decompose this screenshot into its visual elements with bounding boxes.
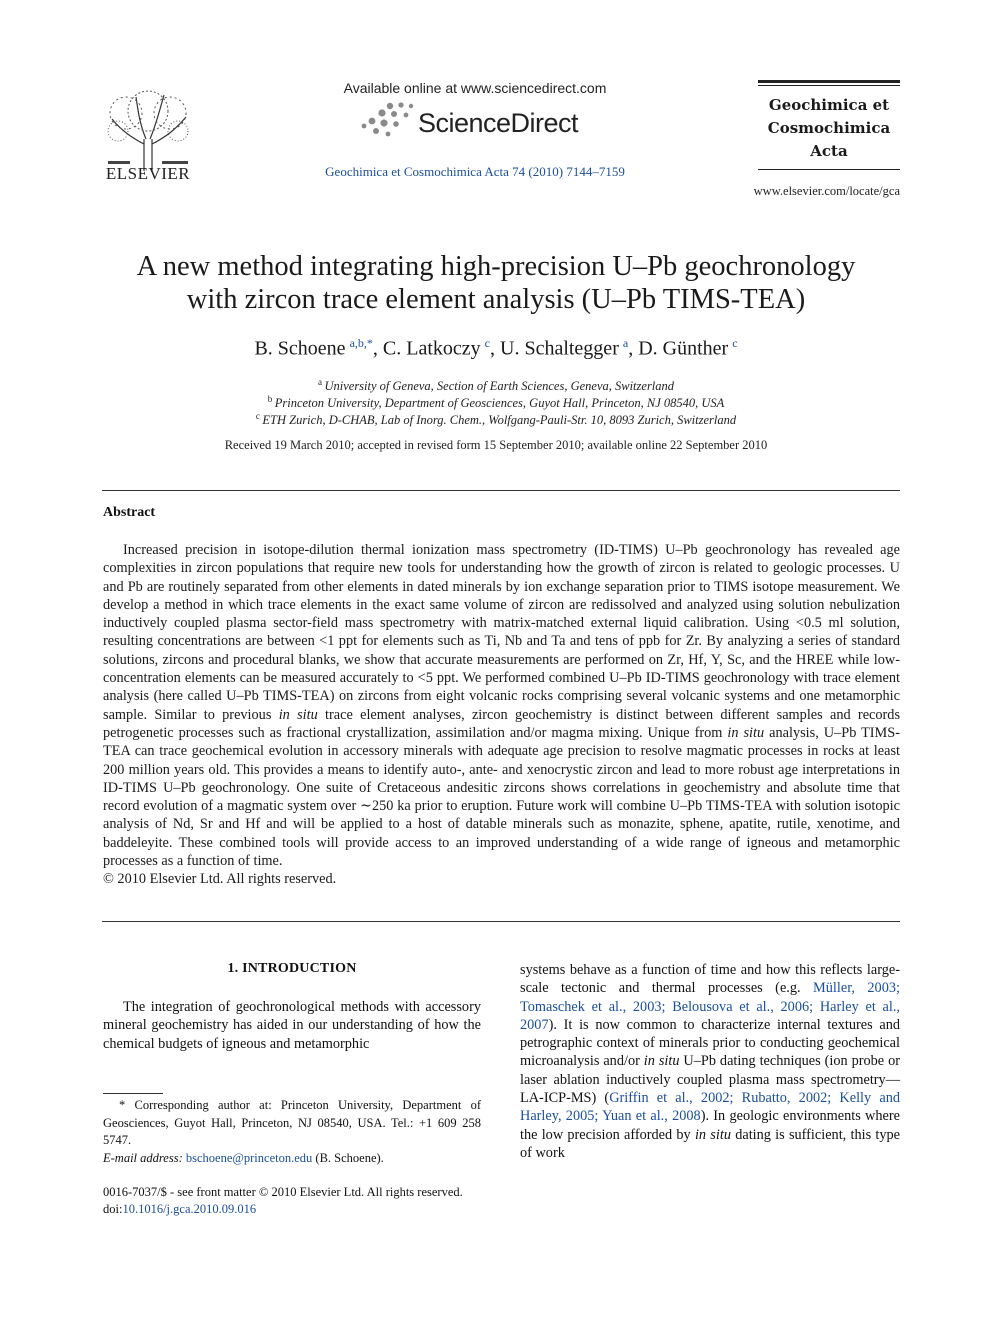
author-sep: , [372,337,383,360]
abstract-italic: in situ [278,706,318,723]
abstract-text-run: Increased precision in isotope-dilution thermal ionization mass spectrometry (ID-TIMS) U–Pb geochronology has revealed age complexities in zircon populations that require new tools for understanding how the growth of zircon is related to geologic processes. U and Pb are routinely separated from other elements in dated minerals by ion exchange separation prior to TIMS isotope measurement. We develop a method in which trace elements in the exact same volume of zircon are redissolved and analyzed using solution nebulization inductively coupled plasma sector-field mass spectrometry with matrix-matched external liquid calibration. Using <0.5 ml solution, resulting concentrations are between <1 ppt for elements such as Ti, Nb and Ta and tens of ppb for Zr. By analyzing a series of standard solutions, zircons and procedural blanks, we show that accurate measurements are performed on Zr, Hf, Y, Sc, and the HREE while low-concentration elements can be measured accurately to <5 ppt. We performed combined U–Pb ID-TIMS geochronology with trace element analysis (here called U–Pb TIMS-TEA) on zircons from eight volcanic rocks comprising several volcanic systems and one metamorphic sample. Similar to previous [103,542,900,723]
journal-name-line: Geochimica et [768,96,890,114]
masthead-rule-bottom [758,169,900,170]
body-text-run: ). It is now common to characterize internal textures and petrographic context of minerals prior to conducting geochemical microanalysis and/or [520,1016,900,1070]
divider [102,921,900,922]
author-name: C. Latkoczy [382,337,481,360]
author-name: B. Schoene [254,337,346,360]
affiliation-text: ETH Zurich, D-CHAB, Lab of Inorg. Chem., Wolfgang-Pauli-Str. 10, 8093 Zurich, Switzerland [262,413,737,428]
available-online-text: Available online at www.sciencedirect.com [343,80,607,96]
doi-link[interactable]: 10.1016/j.gca.2010.09.016 [122,1202,257,1216]
title-line: A new method integrating high-precision U–Pb geochronology [136,251,856,282]
article-title [60,250,932,316]
section-heading: 1. INTRODUCTION [227,961,357,976]
masthead-rule-top [758,80,900,83]
reference-link[interactable]: Müller, 2003; Tomaschek et al., 2003; Belousova et al., 2006; Harley et al., 2007 [520,980,900,1033]
doi-label: doi: [103,1202,123,1216]
abstract-text-run: analysis, U–Pb TIMS-TEA can trace geochemical evolution in accessory minerals with adequate age precision to resolve magmatic processes in rocks at least 200 million years old. This provides a means to identify auto-, ante- and xenocrystic zircon and lead to more robust age interpretations in ID-TIMS U–Pb geochronology. One suite of Cretaceous andesitic zircons shows correlations in geochemistry and absolute time that record evolution of a magmatic system over ∼250 ka prior to eruption. Future work will combine U–Pb TIMS-TEA with solution isotopic analysis of Nd, Sr and Hf and will be applied to a host of datable minerals such as monazite, sphene, apatite, rutile, xenotime, and baddeleyite. These combined tools will provide access to an improved understanding of a wide range of igneous and metamorphic processes as a function of time. [103,724,900,870]
journal-citation-link[interactable]: Geochimica et Cosmochimica Acta 74 (2010) 7144–7159 [325,164,625,179]
affiliation-marker: a [317,377,322,387]
abstract-body [103,541,900,889]
email-link[interactable]: bschoene@princeton.edu [185,1150,313,1165]
body-text-run: U–Pb dating techniques (ion probe or laser ablation inductively coupled plasma mass spectrometry—LA-ICP-MS) ( [520,1053,900,1107]
affiliation-text: Princeton University, Department of Geosciences, Guyot Hall, Princeton, NJ 08540, USA [274,396,725,411]
journal-name-line: Acta [810,142,848,160]
author-affil-link[interactable]: a,b,* [349,336,373,350]
author-affil-link[interactable]: c [484,336,490,350]
author-sep: , [490,337,500,360]
journal-masthead [758,80,900,170]
abstract-italic: in situ [727,724,765,741]
affiliation-marker: b [267,394,273,404]
affiliation [60,411,932,428]
divider [102,490,900,491]
intro-left-column: The integration of geochronological methods with accessory mineral geochemistry has aided in our understanding of how the chemical budgets of igneous and metamorphic [103,999,481,1052]
body-italic: in situ [643,1053,680,1070]
affiliation-marker: c [255,411,260,421]
author-affil-link[interactable]: a [622,336,629,350]
abstract-copyright: © 2010 Elsevier Ltd. All rights reserved. [103,871,337,888]
corresponding-author-footnote [103,1097,481,1167]
body-text-run: dating is sufficient, this type of work [520,1126,900,1161]
sciencedirect-wordmark: ScienceDirect [418,108,579,138]
issn-text: 0016-7037/$ - see front matter © 2010 Elsevier Ltd. All rights reserved. [103,1185,463,1199]
body-italic: in situ [694,1126,731,1143]
footnote-text: * Corresponding author at: Princeton University, Department of Geosciences, Guyot Hall, Princeton, NJ 08540, USA. Tel.: +1 609 258 5747. [103,1098,481,1147]
elsevier-wordmark: ELSEVIER [105,164,191,183]
footnote-text: (B. Schoene). [312,1150,384,1165]
journal-name-line: Cosmochimica [767,119,891,137]
affiliation [60,394,932,411]
author-name: D. Günther [638,337,729,360]
journal-name [758,94,900,163]
body-text-run: ). In geologic environments where the low precision afforded by [520,1108,900,1143]
author-list [60,336,932,361]
affiliation [60,377,932,394]
article-history: Received 19 March 2010; accepted in revised form 15 September 2010; available online 22 September 2010 [224,438,768,452]
issn-and-doi [103,1184,543,1218]
abstract-text-run: trace element analyses, zircon geochemistry is distinct between different samples and records petrogenetic processes such as fractional crystallization, assimilation and/or magma mixing. Unique from [103,706,901,741]
footnote-rule [103,1093,163,1094]
email-label: E-mail address: [103,1150,183,1165]
affiliation-text: University of Geneva, Section of Earth Sciences, Geneva, Switzerland [324,379,675,394]
author-affil-link[interactable]: c [732,336,738,350]
author-sep: , [628,337,639,360]
abstract-heading: Abstract [103,505,156,520]
title-line: with zircon trace element analysis (U–Pb TIMS-TEA) [186,284,806,315]
masthead-rule-top-thin [758,85,900,86]
body-text-run: systems behave as a function of time and how this reflects large-scale tectonic and thermal processes (e.g. [520,962,900,997]
journal-url[interactable]: www.elsevier.com/locate/gca [753,184,900,198]
intro-right-column [520,961,900,1162]
reference-link[interactable]: Griffin et al., 2002; Rubatto, 2002; Kelly and Harley, 2005; Yuan et al., 2008 [520,1090,900,1125]
author-name: U. Schaltegger [500,337,619,360]
